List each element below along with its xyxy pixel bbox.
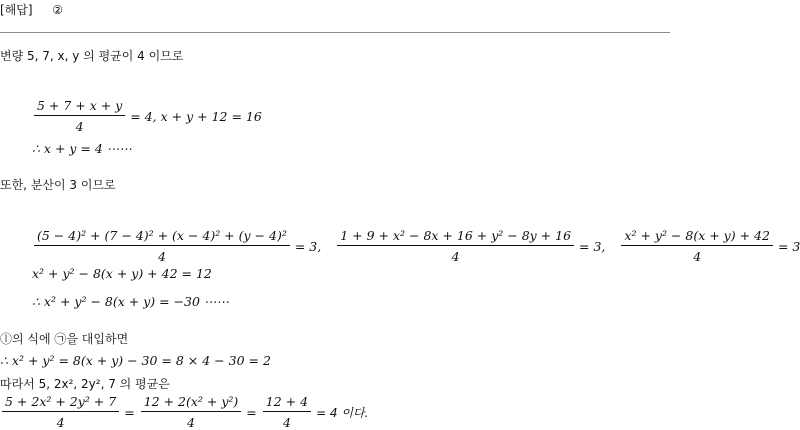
new-mean-fraction-3-denominator: 4 <box>282 415 291 430</box>
mean-condition-text: 변량 5, 7, x, y 의 평균이 4 이므로 <box>0 49 184 63</box>
new-mean-equation <box>0 394 368 430</box>
new-mean-fraction-3 <box>263 394 311 430</box>
variance-fraction-1 <box>34 228 290 264</box>
new-mean-equals-1: = <box>124 404 135 420</box>
new-mean-fraction-2 <box>141 394 242 430</box>
mean-fraction <box>34 98 125 134</box>
answer-header <box>0 4 63 16</box>
new-mean-fraction-2-numerator: 12 + 2(x² + y²) <box>141 394 242 412</box>
mean-fraction-denominator: 4 <box>75 119 84 134</box>
variance-fraction-1-denominator: 4 <box>157 249 166 264</box>
mean-result: ∴ x + y = 4 ⋯⋯ <box>32 141 132 156</box>
variance-fraction-1-numerator: (5 − 4)² + (7 − 4)² + (x − 4)² + (y − 4)² <box>34 228 290 246</box>
mean-equation-rest: = 4, x + y + 12 = 16 <box>130 108 262 124</box>
variance-equation <box>32 228 800 264</box>
new-mean-fraction-1-numerator: 5 + 2x² + 2y² + 7 <box>2 394 119 412</box>
variance-fraction-2-numerator: 1 + 9 + x² − 8x + 16 + y² − 8y + 16 <box>337 228 574 246</box>
answer-mark: ② <box>52 3 63 17</box>
variance-simplified: x² + y² − 8(x + y) + 42 = 12 <box>32 266 212 281</box>
variance-fraction-3-denominator: 4 <box>693 249 702 264</box>
answer-title: [해답] <box>0 3 33 17</box>
new-mean-intro: 따라서 5, 2x², 2y², 7 의 평균은 <box>0 377 170 391</box>
new-mean-fraction-3-numerator: 12 + 4 <box>263 394 311 412</box>
mean-equation <box>32 98 262 134</box>
variance-fraction-2-denominator: 4 <box>451 249 460 264</box>
variance-fraction-3-numerator: x² + y² − 8(x + y) + 42 <box>621 228 773 246</box>
variance-condition-text: 또한, 분산이 3 이므로 <box>0 178 116 192</box>
variance-equals-3: = 3 <box>777 238 800 254</box>
sum-of-squares-result: ∴ x² + y² = 8(x + y) − 30 = 8 × 4 − 30 = 2 <box>0 353 271 368</box>
divider <box>0 32 670 33</box>
variance-equals-1: = 3, <box>294 238 322 254</box>
new-mean-equals-2: = <box>246 404 257 420</box>
new-mean-conclusion: = 4 이다. <box>316 405 369 420</box>
new-mean-fraction-2-denominator: 4 <box>187 415 195 430</box>
variance-fraction-2 <box>337 228 574 264</box>
variance-fraction-3 <box>621 228 773 264</box>
new-mean-fraction-1 <box>2 394 119 430</box>
substitution-text: ⓛ의 식에 ㉠을 대입하면 <box>0 332 129 346</box>
new-mean-fraction-1-denominator: 4 <box>56 415 65 430</box>
mean-fraction-numerator: 5 + 7 + x + y <box>34 98 125 116</box>
variance-result: ∴ x² + y² − 8(x + y) = −30 ⋯⋯ <box>32 294 229 309</box>
variance-equals-2: = 3, <box>579 238 606 254</box>
